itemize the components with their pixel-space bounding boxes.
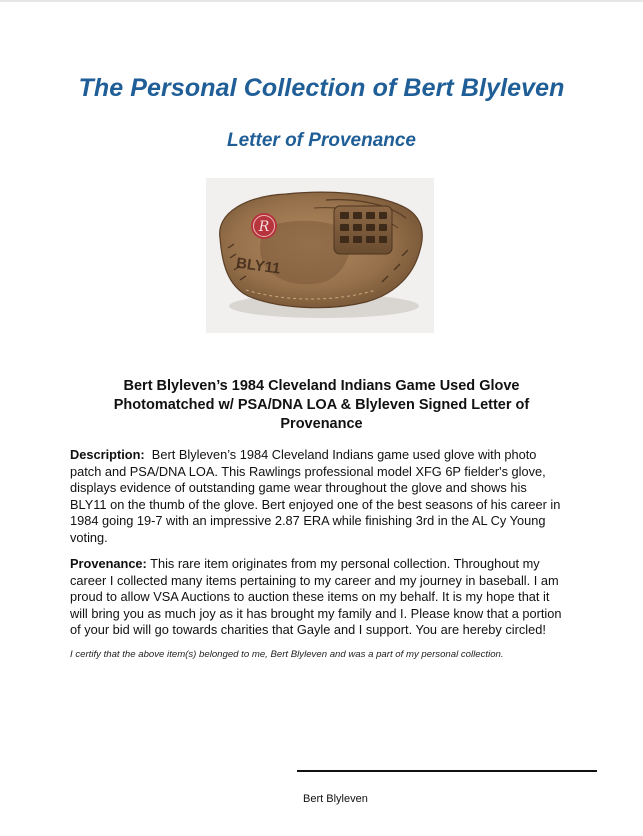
description-line: voting. [70,529,108,545]
glove-photo [206,178,434,333]
certification-statement: I certify that the above item(s) belonged to me, Bert Blyleven and was a part of my personal collection. [70,649,504,660]
page-top-edge [0,0,643,2]
rawlings-logo-icon [251,213,277,239]
description-line: BLY11 on the thumb of the glove. Bert enjoyed one of the best seasons of his career in [70,496,561,512]
provenance-line: proud to allow VSA Auctions to auction these items on my behalf. It is my hope that it [70,589,550,604]
provenance-line: Provenance: This rare item originates from my personal collection. Throughout my [70,556,540,571]
page-title: The Personal Collection of Bert Blyleven [78,74,565,102]
provenance-line: career I collected many items pertaining to my career and my journey in baseball. I am [70,572,559,588]
provenance-line: will bring you as much joy as it has brought my family and I. Please know that a portion [70,605,562,621]
item-title [90,377,553,434]
svg-text:R: R [258,219,270,235]
provenance-label: Provenance: [70,556,147,571]
signature-line [297,770,597,772]
item-title-line: Provenance [280,416,363,432]
glove-web [334,206,392,254]
description-label: Description: [70,447,145,462]
signatory-name: Bert Blyleven [303,793,368,805]
page-subtitle: Letter of Provenance [227,130,416,151]
description-paragraph [70,447,570,546]
item-title-line: Photomatched w/ PSA/DNA LOA & Blyleven Signed Letter of [113,397,530,413]
item-title-line: Bert Blyleven’s 1984 Cleveland Indians Game Used Glove [123,378,520,394]
glove-stamp-text: BLY11 [235,254,282,278]
description-line: patch and PSA/DNA LOA. This Rawlings professional model XFG 6P fielder's glove, [70,463,546,479]
provenance-line: of your bid will go towards charities that Gayle and I support. You are hereby circled! [70,622,546,637]
provenance-paragraph [70,556,570,639]
description-line: 1984 going 19-7 with an impressive 2.87 ERA while finishing 3rd in the AL Cy Young [70,513,546,528]
description-line: Description: Bert Blyleven’s 1984 Cleveland Indians game used glove with photo [70,447,537,462]
description-line: displays evidence of outstanding game wear throughout the glove and shows his [70,480,527,495]
